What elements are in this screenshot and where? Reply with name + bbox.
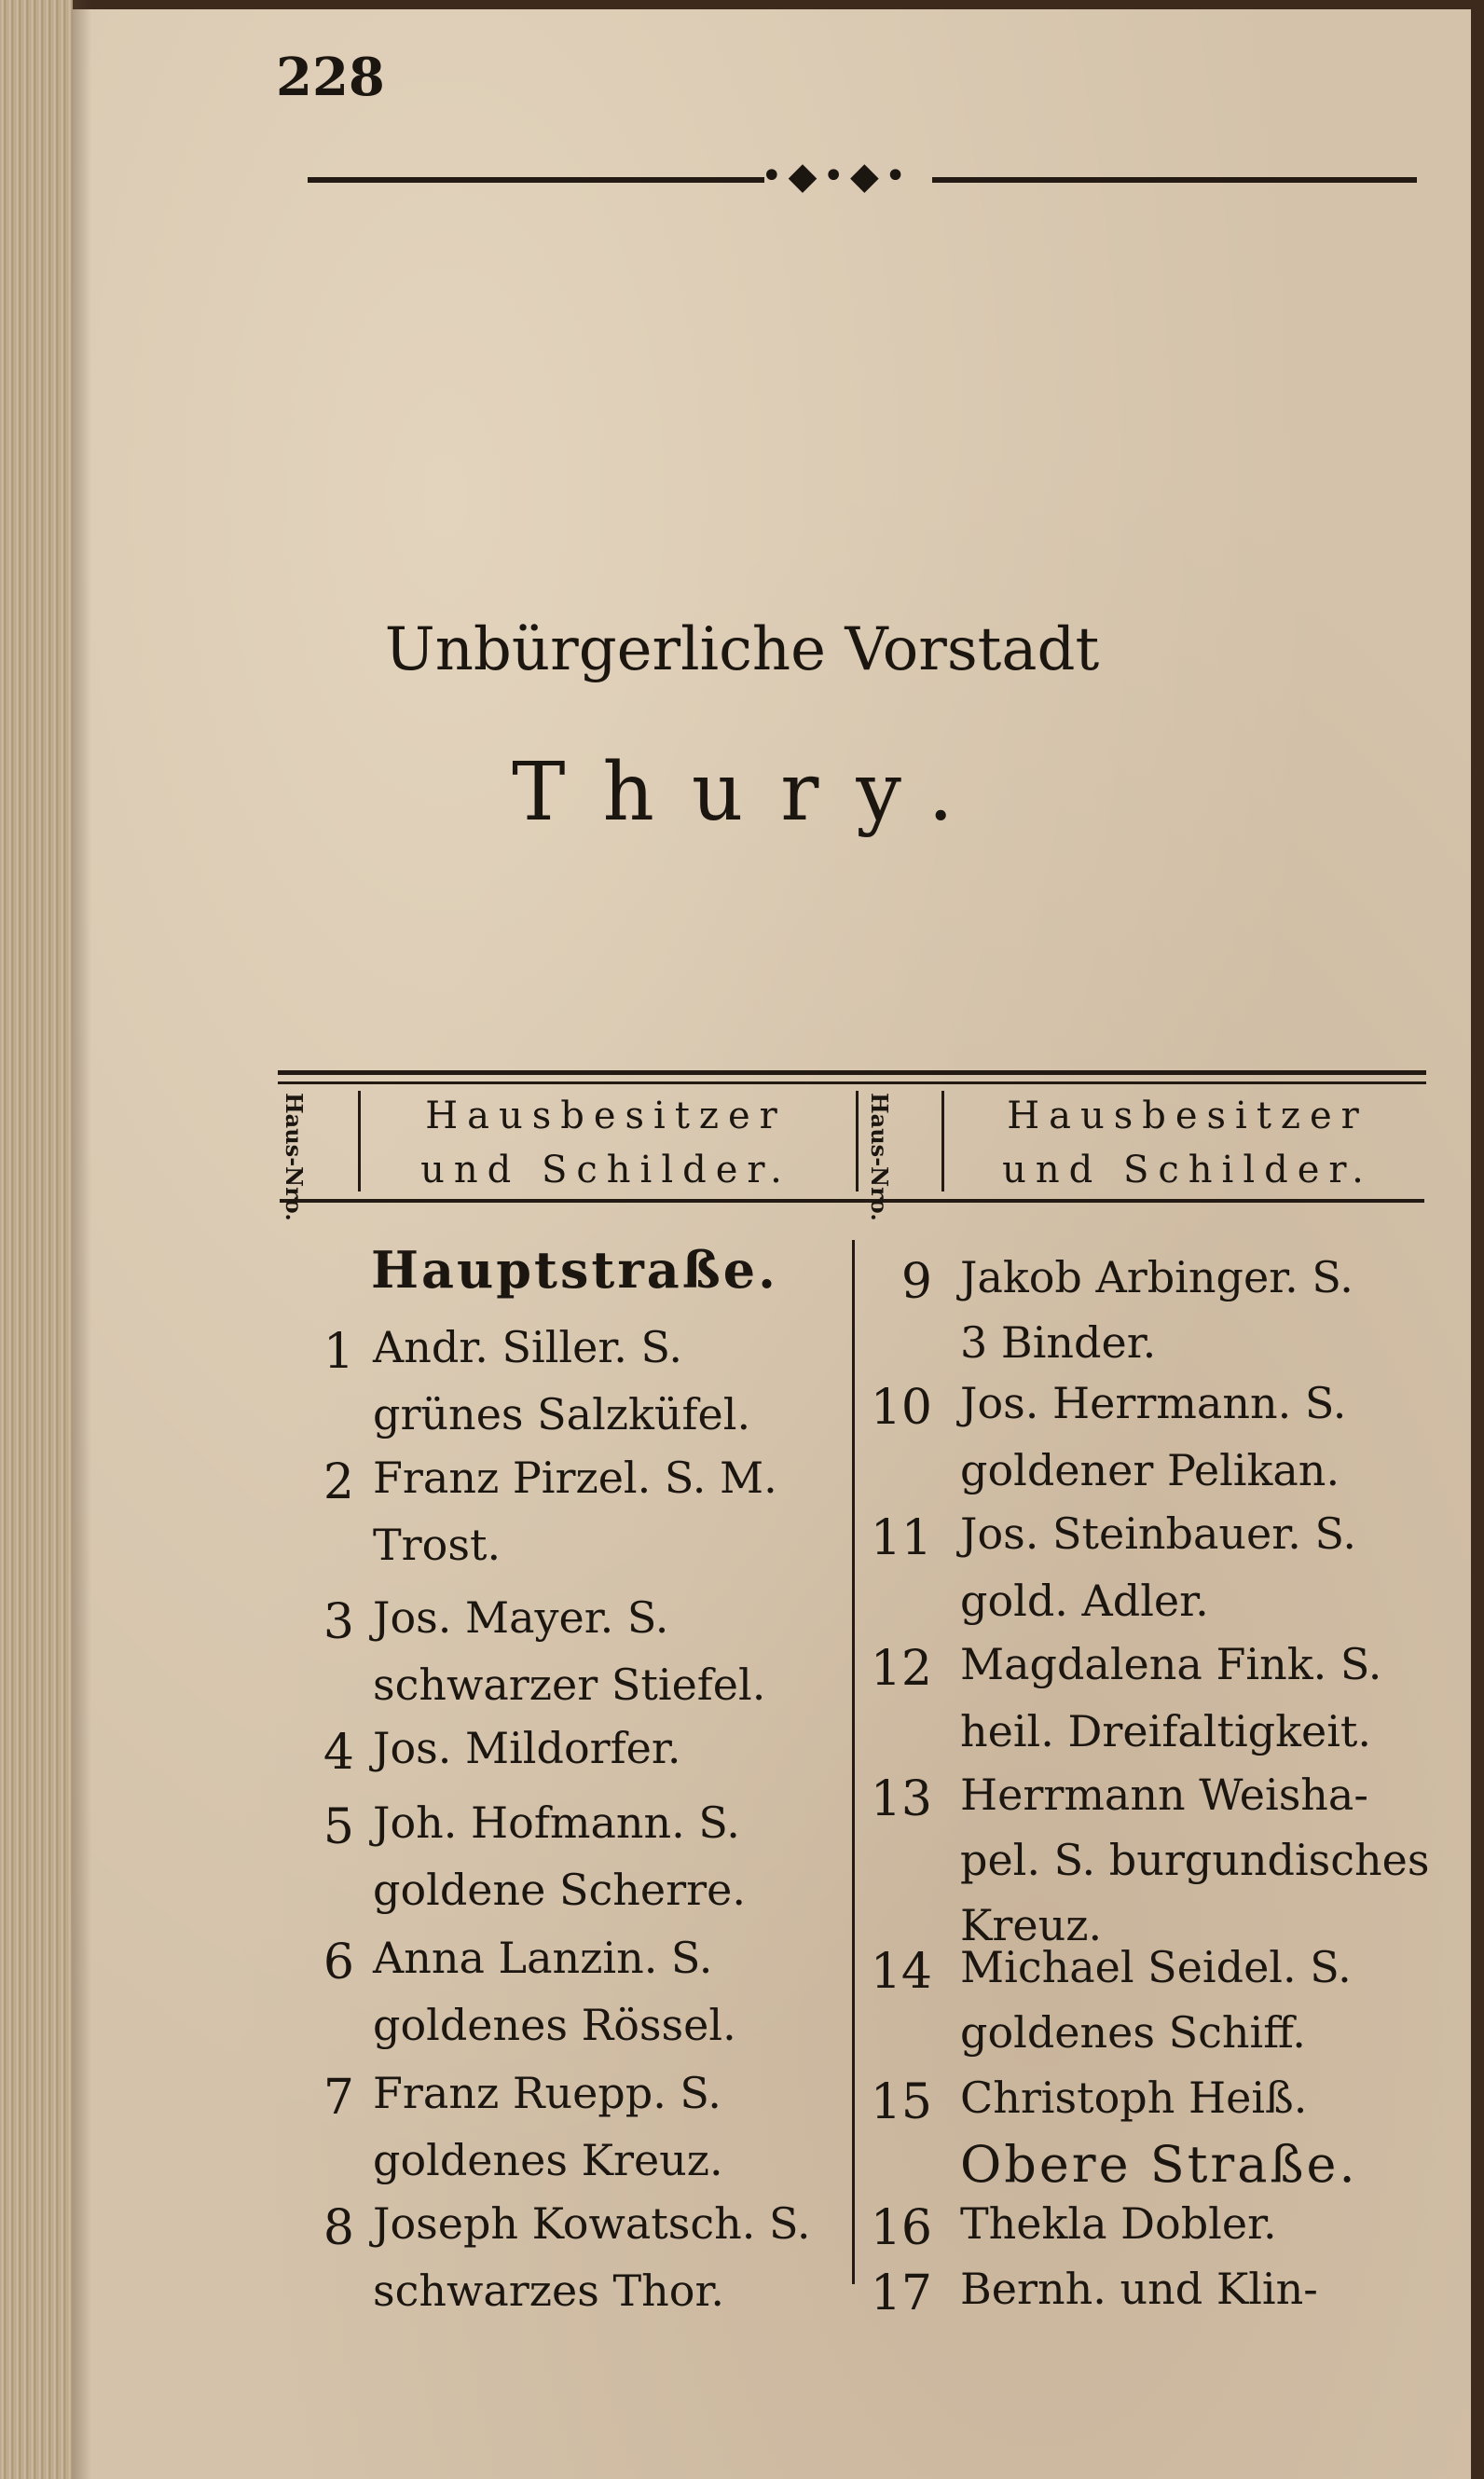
sign-line: pel. S. burgundisches bbox=[960, 1835, 1430, 1885]
house-number: 1 bbox=[323, 1324, 354, 1380]
owner-line: Joseph Kowatsch. S. bbox=[373, 2198, 811, 2249]
owner-line: Thekla Dobler. bbox=[960, 2198, 1277, 2249]
header-rule-bottom bbox=[280, 1199, 1424, 1203]
ornament-divider: •◆•◆• bbox=[761, 155, 913, 198]
section-subtitle: Thury. bbox=[512, 746, 991, 839]
owner-line: Magdalena Fink. S. bbox=[960, 1639, 1382, 1689]
right-header-line2: und Schilder. bbox=[1002, 1149, 1373, 1191]
house-number: 6 bbox=[323, 1935, 354, 1990]
house-number: 15 bbox=[870, 2074, 932, 2130]
column-divider bbox=[852, 1240, 855, 2284]
right-border bbox=[1471, 0, 1484, 2479]
right-house-no-header: Haus-Nro. bbox=[866, 1093, 893, 1221]
sign-line: schwarzer Stiefel. bbox=[373, 1660, 766, 1710]
house-number: 11 bbox=[870, 1510, 932, 1566]
page-number: 228 bbox=[276, 47, 385, 108]
header-sep-2 bbox=[856, 1091, 859, 1191]
left-house-no-header: Haus-Nro. bbox=[281, 1093, 308, 1221]
house-number: 2 bbox=[323, 1454, 354, 1510]
sign-line: gold. Adler. bbox=[960, 1576, 1209, 1626]
house-number: 14 bbox=[870, 1944, 932, 2000]
owner-line: Franz Ruepp. S. bbox=[373, 2068, 721, 2118]
sign-line: grünes Salzküfel. bbox=[373, 1389, 751, 1439]
ornament-line-left bbox=[308, 177, 764, 183]
header-rule-top bbox=[278, 1070, 1426, 1075]
owner-line: Jakob Arbinger. S. bbox=[960, 1252, 1353, 1302]
header-sep-3 bbox=[941, 1091, 944, 1191]
house-number: 7 bbox=[323, 2070, 354, 2126]
house-number: 9 bbox=[900, 1254, 932, 1310]
right-header-line1: Hausbesitzer bbox=[1007, 1095, 1368, 1137]
house-number: 13 bbox=[870, 1771, 932, 1827]
owner-line: Franz Pirzel. S. M. bbox=[373, 1453, 777, 1503]
sign-line: goldene Scherre. bbox=[373, 1865, 746, 1915]
left-street-heading: Hauptstraße. bbox=[371, 1240, 778, 1300]
house-number: 3 bbox=[323, 1594, 354, 1650]
left-header-line1: Hausbesitzer bbox=[425, 1095, 787, 1137]
owner-line: Andr. Siller. S. bbox=[373, 1322, 683, 1372]
right-header-text bbox=[955, 1089, 1421, 1197]
house-number: 4 bbox=[323, 1725, 354, 1781]
sign-line: Kreuz. bbox=[960, 1900, 1103, 1950]
header-rule-top-thin bbox=[278, 1081, 1426, 1084]
section-title: Unbürgerliche Vorstadt bbox=[384, 615, 1100, 684]
sign-line: goldenes Schiff. bbox=[960, 2007, 1306, 2058]
sign-line: goldener Pelikan. bbox=[960, 1445, 1340, 1495]
owner-line: Anna Lanzin. S. bbox=[373, 1933, 713, 1983]
owner-line: Michael Seidel. S. bbox=[960, 1942, 1352, 1992]
owner-line: Herrmann Weisha- bbox=[960, 1770, 1368, 1820]
sign-line: Trost. bbox=[373, 1520, 502, 1570]
owner-line: Jos. Steinbauer. S. bbox=[960, 1508, 1356, 1559]
ornament-line-right bbox=[932, 177, 1417, 183]
sign-line: 3 Binder. bbox=[960, 1317, 1157, 1368]
owner-line: Joh. Hofmann. S. bbox=[373, 1797, 740, 1848]
sign-line: goldenes Rössel. bbox=[373, 2000, 736, 2050]
right-street-heading: Obere Straße. bbox=[960, 2135, 1358, 2194]
house-number: 8 bbox=[323, 2200, 354, 2256]
owner-line: Bernh. und Klin- bbox=[960, 2264, 1318, 2314]
owner-line: Jos. Mildorfer. bbox=[373, 1723, 681, 1773]
left-header-line2: und Schilder. bbox=[420, 1149, 791, 1191]
page-stack-edge bbox=[0, 0, 73, 2479]
gutter-shadow bbox=[73, 0, 91, 2479]
house-number: 12 bbox=[870, 1641, 932, 1697]
left-header-text bbox=[373, 1089, 839, 1197]
owner-line: Christoph Heiß. bbox=[960, 2073, 1308, 2123]
house-number: 10 bbox=[870, 1380, 932, 1436]
owner-line: Jos. Herrmann. S. bbox=[960, 1378, 1347, 1428]
house-number: 5 bbox=[323, 1799, 354, 1855]
sign-line: schwarzes Thor. bbox=[373, 2266, 725, 2316]
owner-line: Jos. Mayer. S. bbox=[373, 1592, 669, 1643]
house-number: 16 bbox=[870, 2200, 932, 2256]
top-border bbox=[0, 0, 1484, 9]
sign-line: heil. Dreifaltigkeit. bbox=[960, 1706, 1372, 1756]
header-sep-1 bbox=[358, 1091, 361, 1191]
sign-line: goldenes Kreuz. bbox=[373, 2135, 723, 2185]
house-number: 17 bbox=[870, 2266, 932, 2321]
